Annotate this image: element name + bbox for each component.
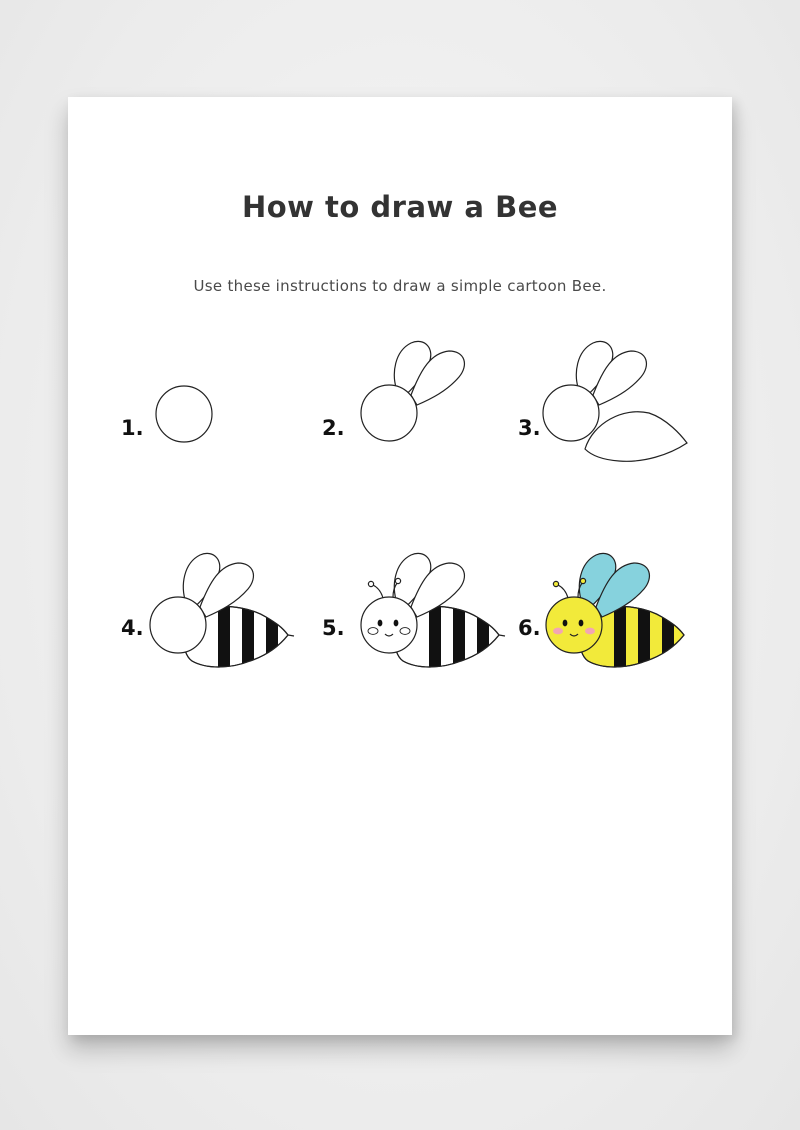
step-5-label: 5. bbox=[322, 616, 345, 640]
step-2-label: 2. bbox=[322, 416, 345, 440]
step-5-drawing bbox=[361, 553, 505, 675]
step-4-label: 4. bbox=[121, 616, 144, 640]
step-4-drawing bbox=[150, 553, 294, 675]
step-3-drawing bbox=[543, 341, 687, 461]
page-subtitle: Use these instructions to draw a simple cartoon Bee. bbox=[193, 277, 607, 295]
step-2-drawing bbox=[361, 341, 464, 441]
page-title: How to draw a Bee bbox=[241, 190, 559, 224]
step-1-drawing bbox=[156, 386, 212, 442]
step-1-label: 1. bbox=[121, 416, 144, 440]
step-3-label: 3. bbox=[518, 416, 541, 440]
step-6-label: 6. bbox=[518, 616, 541, 640]
step-6-drawing bbox=[546, 553, 684, 675]
